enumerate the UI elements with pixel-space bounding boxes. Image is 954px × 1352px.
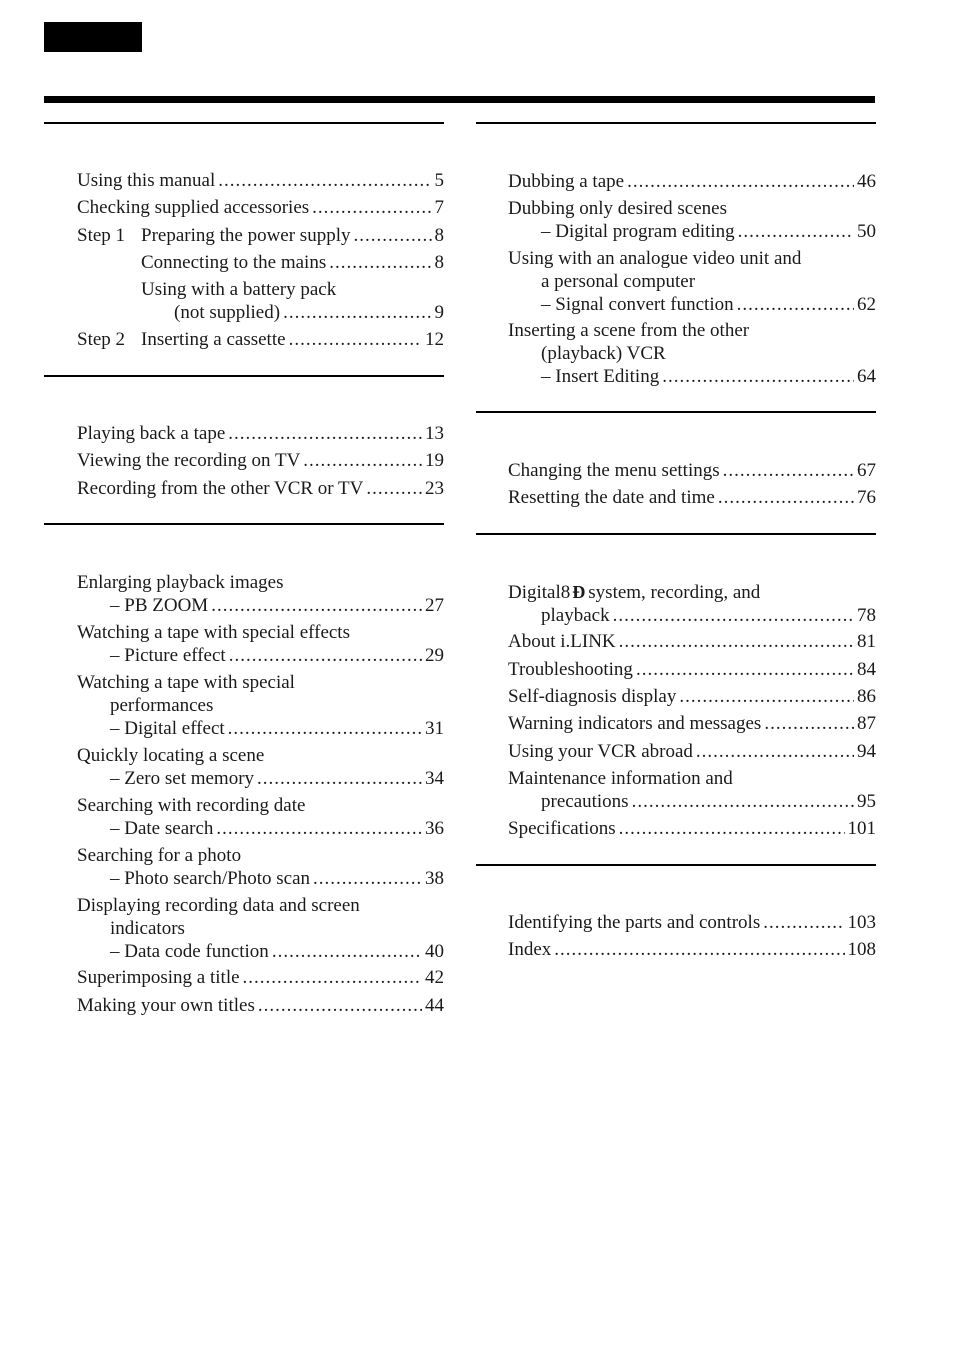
toc-page: 44: [425, 995, 444, 1016]
toc-entry[interactable]: [77, 844, 444, 890]
toc-subtitle: – PB ZOOM: [110, 595, 209, 616]
toc-entry[interactable]: [508, 767, 876, 813]
toc-page: 81: [857, 631, 876, 652]
toc-page: 31: [425, 718, 444, 739]
section-rule: [44, 375, 444, 377]
toc-title: Watching a tape with special effects: [77, 622, 350, 643]
toc-entry[interactable]: [77, 224, 444, 247]
toc-title: Dubbing a tape: [508, 171, 625, 192]
toc-title: Maintenance information and: [508, 768, 733, 789]
toc-title: Dubbing only desired scenes: [508, 198, 727, 219]
toc-subtitle: playback: [541, 605, 610, 626]
toc-page: 84: [857, 659, 876, 680]
toc-entry[interactable]: [508, 817, 876, 840]
toc-subtitle: – Zero set memory: [110, 768, 255, 789]
toc-page: 38: [425, 868, 444, 889]
toc-page: 27: [425, 595, 444, 616]
toc-page: 34: [425, 768, 444, 789]
toc-subtitle: – Insert Editing: [541, 366, 660, 387]
toc-page: 78: [857, 605, 876, 626]
toc-entry[interactable]: [77, 477, 444, 500]
toc-title: Displaying recording data and screen: [77, 895, 360, 916]
toc-page: 50: [857, 221, 876, 242]
toc-subtitle: – Digital effect: [110, 718, 225, 739]
toc-page: 94: [857, 741, 876, 762]
toc-entry[interactable]: [508, 319, 876, 388]
toc-title: Changing the menu settings: [508, 460, 720, 481]
toc-title-continued: a personal computer: [541, 271, 696, 292]
top-rule: [44, 96, 875, 103]
toc-entry[interactable]: [77, 621, 444, 667]
toc-title: Using with an analogue video unit and: [508, 248, 802, 269]
toc-entry[interactable]: [77, 894, 444, 963]
toc-subtitle: – Signal convert function: [541, 294, 734, 315]
toc-page: 108: [847, 939, 876, 960]
toc-entry[interactable]: [508, 685, 876, 708]
toc-page: 19: [425, 450, 444, 471]
toc-page: 95: [857, 791, 876, 812]
toc-page: 36: [425, 818, 444, 839]
toc-entry[interactable]: [508, 658, 876, 681]
toc-title: Watching a tape with special: [77, 672, 295, 693]
toc-page: 8: [434, 252, 444, 273]
toc-subtitle: – Photo search/Photo scan: [110, 868, 311, 889]
toc-page: 76: [857, 487, 876, 508]
toc-title: Identifying the parts and controls: [508, 912, 761, 933]
toc-entry[interactable]: [77, 966, 444, 989]
toc-entry[interactable]: [77, 794, 444, 840]
toc-title: Warning indicators and messages: [508, 713, 762, 734]
toc-title: Preparing the power supply: [141, 225, 351, 246]
toc-page: 103: [847, 912, 876, 933]
toc-entry[interactable]: [77, 328, 444, 351]
toc-title: About i.LINK: [508, 631, 616, 652]
toc-title: system, recording, and: [588, 582, 761, 603]
toc-entry[interactable]: [77, 196, 444, 219]
toc-page: 42: [425, 967, 444, 988]
toc-entry[interactable]: [77, 422, 444, 445]
toc-title: Resetting the date and time: [508, 487, 715, 508]
toc-page: 101: [847, 818, 876, 839]
toc-entry[interactable]: [77, 994, 444, 1017]
toc-page: 46: [857, 171, 876, 192]
toc-title: Using with a battery pack: [141, 279, 337, 300]
toc-title: Self-diagnosis display: [508, 686, 677, 707]
section-rule: [476, 411, 876, 413]
toc-title: Troubleshooting: [508, 659, 633, 680]
toc-title: Connecting to the mains: [141, 252, 327, 273]
toc-title-continued: performances: [110, 695, 214, 716]
toc-title-continued: (playback) VCR: [541, 343, 666, 364]
toc-title: Enlarging playback images: [77, 572, 284, 593]
toc-page: 7: [434, 197, 444, 218]
toc-title: Superimposing a title: [77, 967, 240, 988]
toc-title: Recording from the other VCR or TV: [77, 478, 364, 499]
toc-title: Playing back a tape: [77, 423, 226, 444]
toc-title: Specifications: [508, 818, 616, 839]
toc-page: 67: [857, 460, 876, 481]
toc-entry[interactable]: [77, 744, 444, 790]
section-rule: [476, 533, 876, 535]
toc-page: 8: [434, 225, 444, 246]
toc-subtitle: precautions: [541, 791, 629, 812]
section-rule: [476, 864, 876, 866]
toc-page: 5: [434, 170, 444, 191]
toc-entry[interactable]: [508, 740, 876, 763]
toc-page: 23: [425, 478, 444, 499]
toc-page: 86: [857, 686, 876, 707]
toc-entry[interactable]: [508, 911, 876, 934]
toc-entry[interactable]: [508, 938, 876, 961]
toc-title: Searching with recording date: [77, 795, 306, 816]
section-rule: [44, 523, 444, 525]
toc-subtitle: – Digital program editing: [541, 221, 735, 242]
toc-subtitle: – Date search: [110, 818, 214, 839]
toc-title: Using your VCR abroad: [508, 741, 693, 762]
toc-entry[interactable]: [508, 581, 876, 627]
toc-title: Digital8: [508, 582, 571, 603]
step-label: Step 1: [77, 225, 126, 246]
toc-entry[interactable]: [508, 630, 876, 653]
toc-subtitle: (not supplied): [174, 302, 281, 323]
toc-page: 87: [857, 713, 876, 734]
toc-entry[interactable]: [508, 712, 876, 735]
step-label: Step 2: [77, 329, 126, 350]
toc-page: 40: [425, 941, 444, 962]
toc-entry[interactable]: [77, 449, 444, 472]
toc-entry[interactable]: [141, 251, 444, 274]
toc-entry[interactable]: [141, 278, 444, 324]
toc-title: Quickly locating a scene: [77, 745, 265, 766]
toc-page: 29: [425, 645, 444, 666]
toc-page: 9: [434, 302, 444, 323]
toc-entry[interactable]: [508, 247, 876, 316]
toc-entry[interactable]: [77, 671, 444, 740]
toc-title: Inserting a cassette: [141, 329, 286, 350]
toc-subtitle: – Data code function: [110, 941, 269, 962]
toc-title-continued: indicators: [110, 918, 185, 939]
toc-entry[interactable]: [508, 486, 876, 509]
toc-page: 13: [425, 423, 444, 444]
toc-page: 62: [857, 294, 876, 315]
header-tab-block: [44, 22, 142, 52]
toc-title: Searching for a photo: [77, 845, 242, 866]
toc-title: Checking supplied accessories: [77, 197, 310, 218]
toc-subtitle: – Picture effect: [110, 645, 226, 666]
toc-entry[interactable]: [508, 170, 876, 193]
toc-title: Inserting a scene from the other: [508, 320, 750, 341]
digital8-logo-icon: Ð: [572, 582, 586, 602]
toc-entry[interactable]: [77, 571, 444, 617]
toc-entry[interactable]: [508, 197, 876, 243]
toc-title: Viewing the recording on TV: [77, 450, 301, 471]
toc-title: Index: [508, 939, 552, 960]
toc-title: Using this manual: [77, 170, 216, 191]
section-rule: [44, 122, 444, 124]
toc-page: 12: [425, 329, 444, 350]
section-rule: [476, 122, 876, 124]
toc-title: Making your own titles: [77, 995, 255, 1016]
toc-page: 64: [857, 366, 876, 387]
toc-entry[interactable]: [508, 459, 876, 482]
toc-entry[interactable]: [77, 169, 444, 192]
